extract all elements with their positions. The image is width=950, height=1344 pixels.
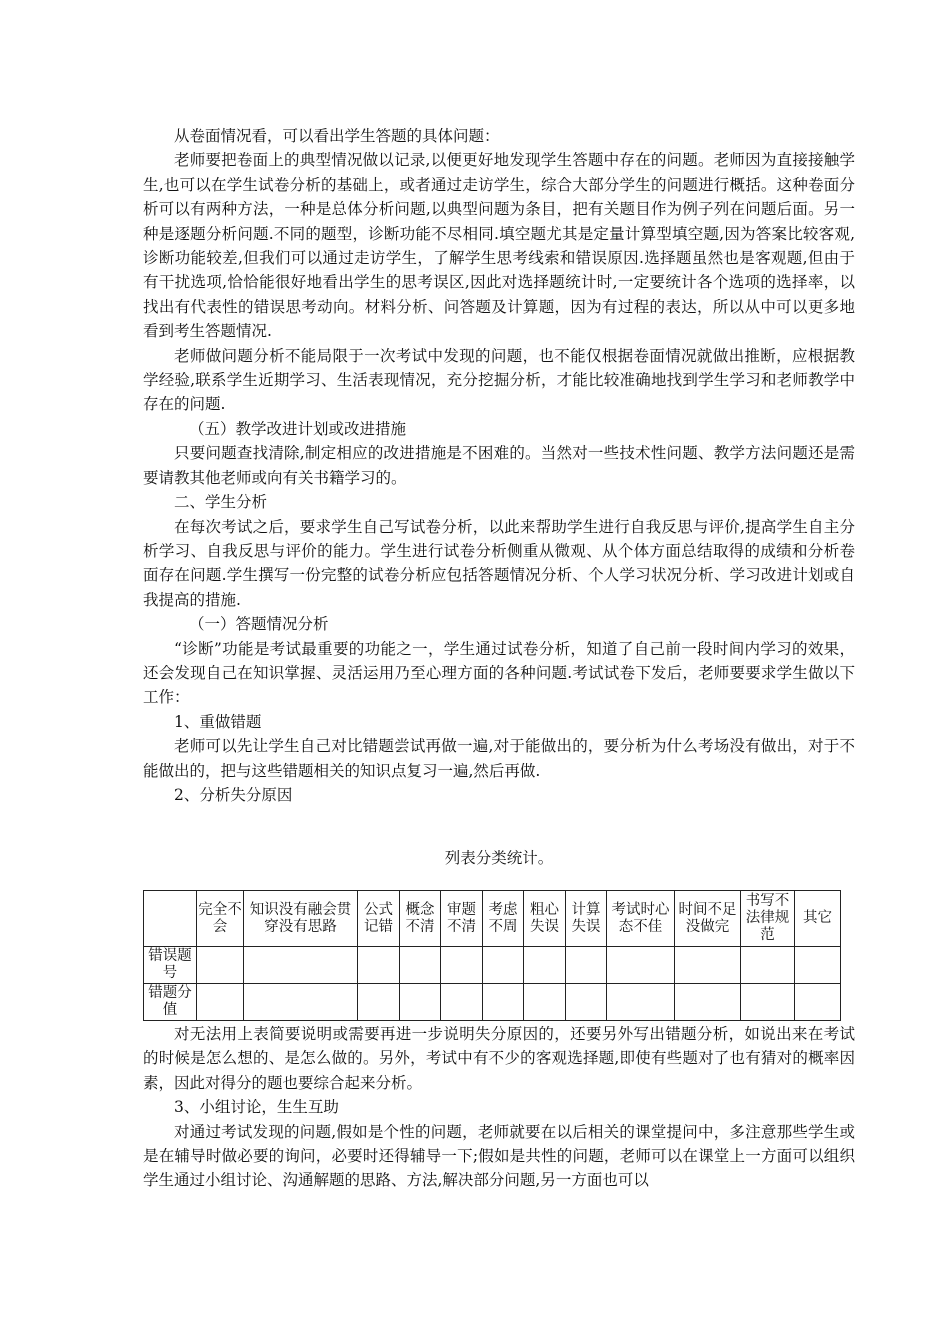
empty-table-cell bbox=[741, 984, 795, 1021]
paragraph: 对无法用上表简要说明或需要再进一步说明失分原因的，还要另外写出错题分析，如说出来在考试的时候是怎么想的、是怎么做的。另外，考试中有不少的客观选择题,即使有些题对了也有猜对的概率因素，因此对得分的题也要综合起来分析。 bbox=[143, 1025, 855, 1092]
empty-table-cell bbox=[244, 947, 358, 984]
empty-table-cell bbox=[400, 947, 441, 984]
table-header-cell: 粗心失误 bbox=[524, 891, 566, 947]
paragraph: 对通过考试发现的问题,假如是个性的问题，老师就要在以后相关的课堂提问中，多注意那些学生或是在辅导时做必要的询问，必要时还得辅导一下;假如是共性的问题，老师可以在课堂上一方面可以组织学生通过小组讨论、沟通解题的思路、方法,解决部分问题,另一方面也可以 bbox=[143, 1122, 855, 1190]
table-header-cell: 时间不足没做完 bbox=[675, 891, 741, 947]
table-header-cell: 审题不清 bbox=[441, 891, 483, 947]
table-header-cell: 其它 bbox=[795, 891, 841, 947]
empty-table-cell bbox=[566, 947, 607, 984]
empty-table-cell bbox=[483, 947, 524, 984]
empty-table-cell bbox=[358, 984, 400, 1021]
table-header-cell: 公式记错 bbox=[358, 891, 400, 947]
empty-table-cell bbox=[524, 947, 566, 984]
empty-table-cell bbox=[607, 984, 675, 1021]
table-header-cell: 知识没有融会贯穿没有思路 bbox=[244, 891, 358, 947]
row-label-cell: 错题分值 bbox=[144, 984, 197, 1021]
section-heading: 二、学生分析 bbox=[174, 493, 268, 512]
empty-table-cell bbox=[441, 984, 483, 1021]
table-row bbox=[144, 984, 841, 1021]
row-label-cell: 错误题号 bbox=[144, 947, 197, 984]
empty-table-cell bbox=[524, 984, 566, 1021]
table-header-cell: 概念不清 bbox=[400, 891, 441, 947]
table-header-cell: 考试时心态不佳 bbox=[607, 891, 675, 947]
table-header-cell: 计算失误 bbox=[566, 891, 607, 947]
text-block-lower bbox=[143, 1022, 855, 1193]
empty-table-cell bbox=[675, 984, 741, 1021]
list-heading: 2、分析失分原因 bbox=[174, 785, 293, 804]
empty-table-cell bbox=[795, 984, 841, 1021]
empty-table-cell bbox=[741, 947, 795, 984]
empty-table-cell bbox=[197, 984, 244, 1021]
error-statistics-table bbox=[143, 890, 841, 1021]
empty-table-cell bbox=[566, 984, 607, 1021]
empty-table-cell bbox=[358, 947, 400, 984]
empty-table-cell bbox=[607, 947, 675, 984]
table-caption: 列表分类统计。 bbox=[444, 849, 554, 867]
empty-table-cell bbox=[795, 947, 841, 984]
empty-table-cell bbox=[244, 984, 358, 1021]
table-header-row bbox=[144, 891, 841, 947]
empty-table-cell bbox=[483, 984, 524, 1021]
paragraph: 只要问题查找清除,制定相应的改进措施是不困难的。当然对一些技术性问题、教学方法问题还是需要请教其他老师或向有关书籍学习的。 bbox=[143, 444, 855, 487]
table-corner-cell bbox=[144, 891, 197, 947]
paragraph: 老师可以先让学生自己对比错题尝试再做一遍,对于能做出的，要分析为什么考场没有做出，对于不能做出的，把与这些错题相关的知识点复习一遍,然后再做. bbox=[143, 737, 855, 780]
empty-table-cell bbox=[197, 947, 244, 984]
paragraph: 在每次考试之后，要求学生自己写试卷分析，以此来帮助学生进行自我反思与评价,提高学生自主分析学习、自我反思与评价的能力。学生进行试卷分析侧重从微观、从个体方面总结取得的成绩和分析卷面存在问题.学生撰写一份完整的试卷分析应包括答题情况分析、个人学习状况分析、学习改进计划或自我提高的措施. bbox=[143, 517, 855, 609]
section-heading: （五）教学改进计划或改进措施 bbox=[189, 419, 407, 438]
empty-table-cell bbox=[400, 984, 441, 1021]
table-header-cell: 考虑不周 bbox=[483, 891, 524, 947]
list-heading: 1、重做错题 bbox=[174, 712, 262, 731]
table-header-cell: 书写不法律规范 bbox=[741, 891, 795, 947]
table-header-cell: 完全不会 bbox=[197, 891, 244, 947]
paragraph: 老师做问题分析不能局限于一次考试中发现的问题，也不能仅根据卷面情况就做出推断，应根据教学经验,联系学生近期学习、生活表现情况，充分挖掘分析，才能比较准确地找到学生学习和老师教学中存在的问题. bbox=[143, 346, 855, 414]
section-heading: （一）答题情况分析 bbox=[189, 615, 329, 634]
paragraph: “诊断”功能是考试最重要的功能之一，学生通过试卷分析，知道了自己前一段时间内学习的效果，还会发现自己在知识掌握、灵活运用乃至心理方面的各种问题.考试试卷下发后，老师要要求学生做以下工作： bbox=[143, 639, 855, 707]
empty-table-cell bbox=[675, 947, 741, 984]
paragraph: 老师要把卷面上的典型情况做以记录,以便更好地发现学生答题中存在的问题。老师因为直接接触学生,也可以在学生试卷分析的基础上，或者通过走访学生，综合大部分学生的问题进行概括。这种卷面分析可以有两种方法，一种是总体分析问题,以典型问题为条目，把有关题目作为例子列在问题后面。另一种是逐题分析问题.不同的题型，诊断功能不尽相同.填空题尤其是定量计算型填空题,因为答案比较客观,诊断功能较差,但我们可以通过走访学生，了解学生思考线索和错误原因.选择题虽然也是客观题,但由于有干扰选项,恰恰能很好地看出学生的思考误区,因此对选择题统计时,一定要统计各个选项的选择率，以找出有代表性的错误思考动向。材料分析、问答题及计算题，因为有过程的表达，所以从中可以更多地看到考生答题情况. bbox=[143, 151, 855, 341]
empty-table-cell bbox=[441, 947, 483, 984]
table-row bbox=[144, 947, 841, 984]
paragraph: 从卷面情况看，可以看出学生答题的具体问题： bbox=[174, 127, 500, 145]
text-block-upper bbox=[143, 124, 855, 807]
list-heading: 3、小组讨论，生生互助 bbox=[174, 1098, 339, 1117]
